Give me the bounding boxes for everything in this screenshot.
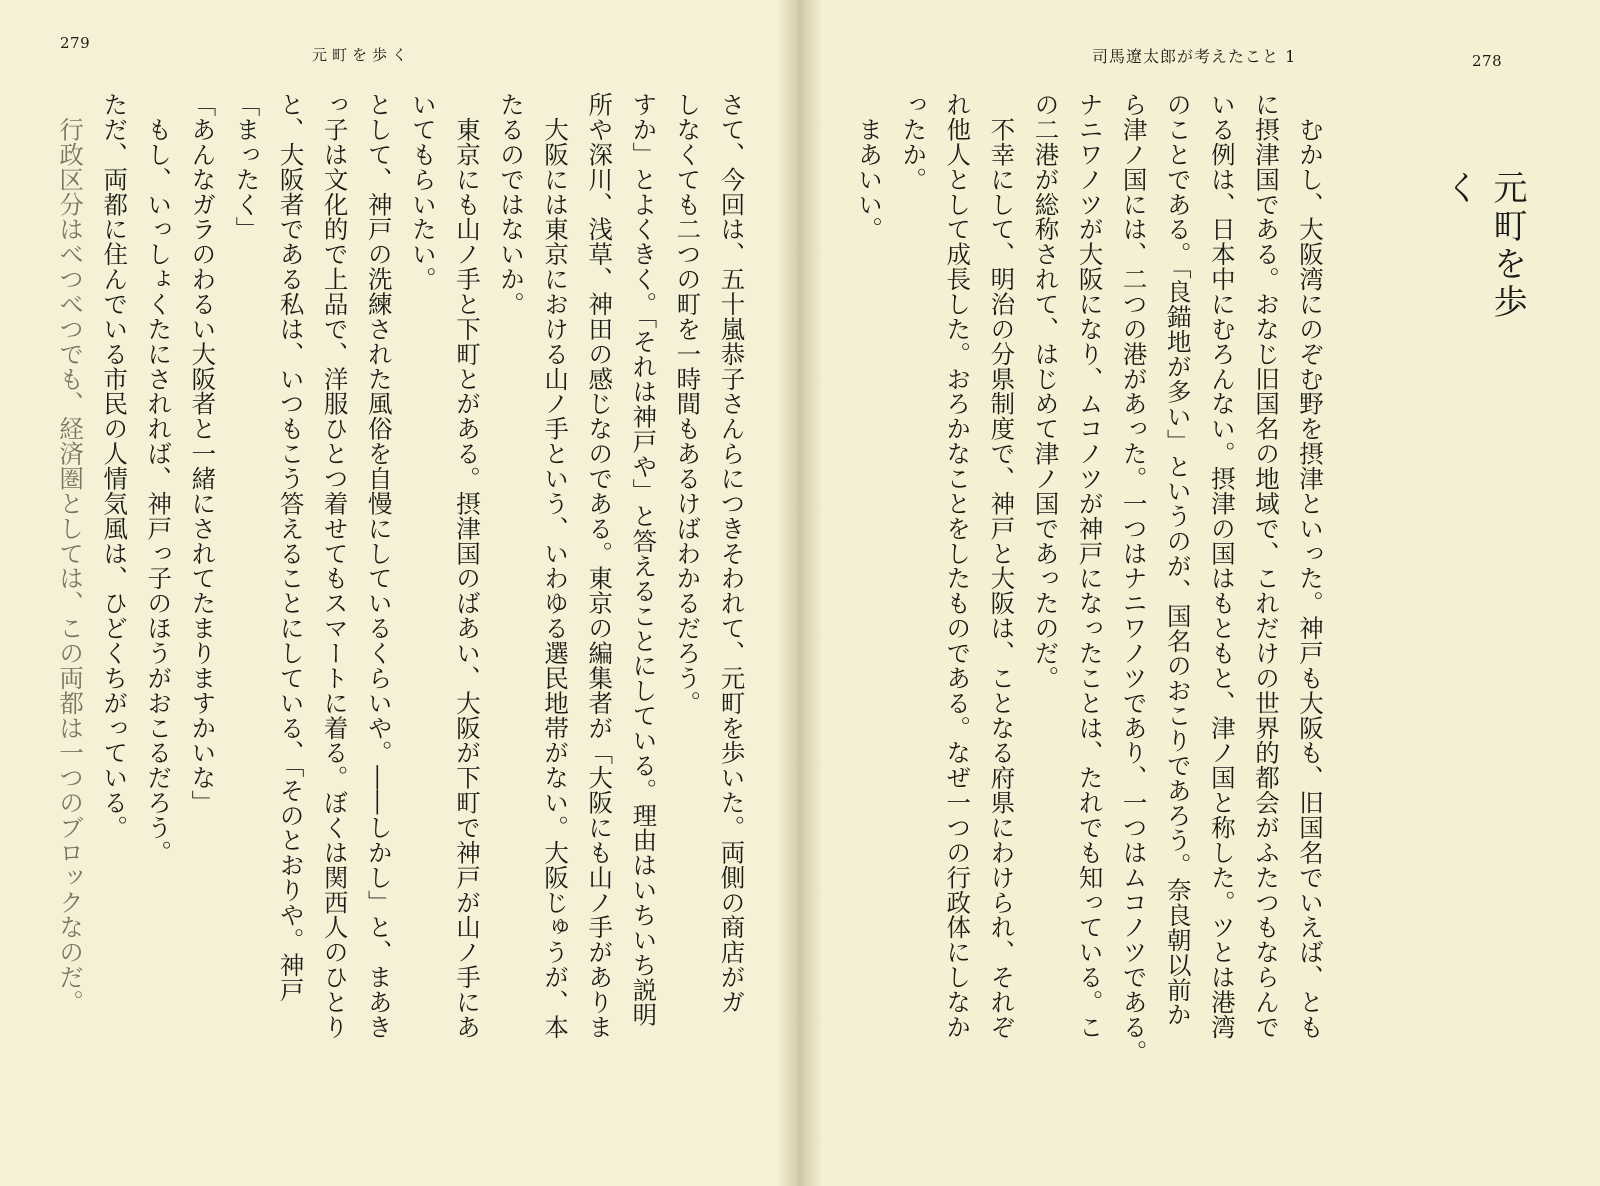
text-column: むかし、大阪湾にのぞむ野を摂津といった。神戸も大阪も、旧国名でいえば、とも: [1296, 92, 1326, 1040]
text-column: 所や深川、浅草、神田の感じなのである。東京の編集者が「大阪にも山ノ手がありま: [585, 92, 615, 1040]
text-column: もし、いっしょくたにされれば、神戸っ子のほうがおこるだろう。: [144, 92, 174, 865]
text-column: のことである。「良錨地が多い」というのが、国名のおこりであろう。奈良朝以前か: [1163, 92, 1193, 1028]
text-column: すか」とよくきく。「それは神戸や」と答えることにしている。理由はいちいち説明: [629, 92, 659, 1028]
text-column: ただ、両都に住んでいる市民の人情気風は、ひどくちがっている。: [100, 92, 130, 840]
text-column: 大阪には東京における山ノ手という、いわゆる選民地帯がない。大阪じゅうが、本: [541, 92, 571, 1040]
right-running-head: 司馬遼太郎が考えたこと 1: [1092, 47, 1297, 66]
text-column: れ他人として成長した。おろかなことをしたものである。なぜ一つの行政体にしなか: [943, 92, 973, 1040]
right-page-number: 278: [1472, 52, 1503, 70]
text-column: の二港が総称されて、はじめて津ノ国であったのだ。: [1031, 92, 1061, 691]
text-column: ナニワノツが大阪になり、ムコノツが神戸になったことは、たれでも知っている。こ: [1075, 92, 1105, 1040]
text-column: いる例は、日本中にむろんない。摂津の国はもともと、津ノ国と称した。ツとは港湾: [1207, 92, 1237, 1040]
text-column: 東京にも山ノ手と下町とがある。摂津国のばあい、大阪が下町で神戸が山ノ手にあ: [452, 92, 482, 1040]
text-column: さて、今回は、五十嵐恭子さんらにつきそわれて、元町を歩いた。両側の商店がガ: [717, 92, 747, 1015]
text-column: 「あんなガラのわるい大阪者と一緒にされてたまりますかいな」: [188, 92, 218, 815]
text-column: しなくても二つの町を一時間もあるけばわかるだろう。: [673, 92, 703, 716]
text-column: ら津ノ国には、二つの港があった。一つはナニワノツであり、一つはムコノツである。: [1119, 92, 1149, 1065]
right-body-text: [847, 92, 1332, 1182]
text-column: 不幸にして、明治の分県制度で、神戸と大阪は、ことなる府県にわけられ、それぞ: [987, 92, 1017, 1040]
text-column: 「まったく」: [232, 92, 262, 242]
text-column: と、大阪者である私は、いつもこう答えることにしている、「そのとおりや。神戸: [276, 92, 306, 1003]
text-column: として、神戸の洗練された風俗を自慢にしているくらいや。――しかし」と、まあき: [364, 92, 394, 1040]
text-column: たるのではないか。: [497, 92, 527, 317]
chapter-title: 元町を歩く: [1439, 170, 1527, 322]
text-column: 行政区分はべつべつでも、経済圏としては、この両都は一つのブロックなのだ。: [56, 92, 86, 1015]
left-page-number: 279: [60, 34, 91, 52]
left-running-head: 元町を歩く: [312, 46, 413, 64]
text-column: っ子は文化的で上品で、洋服ひとつ着せてもスマートに着る。ぼくは関西人のひとり: [320, 92, 350, 1040]
text-column: ったか。: [899, 92, 929, 192]
text-column: まあいい。: [855, 92, 885, 242]
text-column: いてもらいたい。: [408, 92, 438, 292]
text-column: に摂津国である。おなじ旧国名の地域で、これだけの世界的都会がふたつもならんで: [1251, 92, 1281, 1040]
